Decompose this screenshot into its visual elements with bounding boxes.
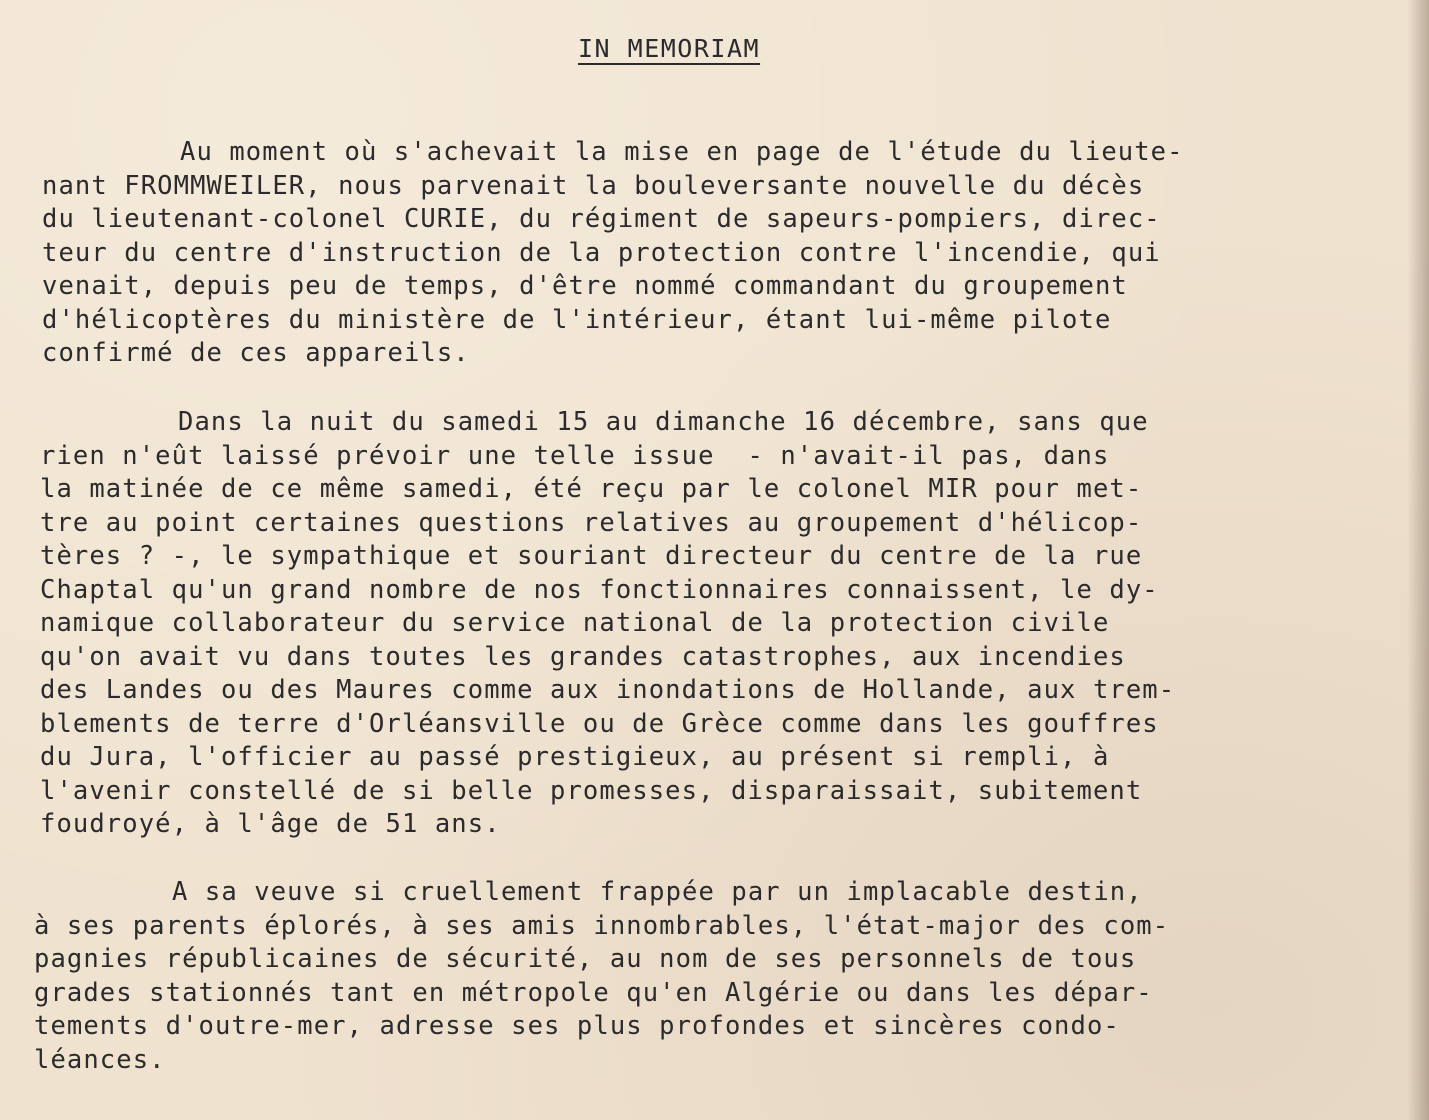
paragraph-line: tères ? -, le sympathique et souriant directeur du centre de la rue bbox=[40, 541, 1143, 571]
paragraph-line: qu'on avait vu dans toutes les grandes catastrophes, aux incendies bbox=[40, 641, 1126, 672]
paragraph-1 bbox=[42, 136, 1392, 371]
paragraph-line: confirmé de ces appareils. bbox=[42, 338, 470, 368]
paragraph-line: teur du centre d'instruction de la protection contre l'incendie, qui bbox=[42, 237, 1161, 268]
page-edge-shadow bbox=[1407, 0, 1429, 1120]
paragraph-line: d'hélicoptères du ministère de l'intérieur, étant lui-même pilote bbox=[42, 304, 1112, 335]
paragraph-line: à ses parents éplorés, à ses amis innombrables, l'état-major des com- bbox=[34, 910, 1170, 941]
paragraph-line: grades stationnés tant en métropole qu'en Algérie ou dans les dépar- bbox=[34, 977, 1153, 1008]
paragraph-line: pagnies républicaines de sécurité, au nom de ses personnels de tous bbox=[34, 944, 1137, 974]
paragraph-line: nant FROMMWEILER, nous parvenait la bouleversante nouvelle du décès bbox=[42, 170, 1145, 201]
paragraph-line: blements de terre d'Orléansville ou de Grèce comme dans les gouffres bbox=[40, 708, 1159, 739]
paragraph-line: Au moment où s'achevait la mise en page de l'étude du lieute- bbox=[180, 137, 1184, 167]
paragraph-line: du lieutenant-colonel CURIE, du régiment de sapeurs-pompiers, direc- bbox=[42, 204, 1161, 234]
page-title: IN MEMORIAM bbox=[578, 34, 761, 63]
paragraph-line: des Landes ou des Maures comme aux inondations de Hollande, aux trem- bbox=[40, 675, 1176, 705]
paragraph-line: A sa veuve si cruellement frappée par un implacable destin, bbox=[172, 877, 1143, 907]
paragraph-line: léances. bbox=[34, 1044, 166, 1075]
paragraph-line: Chaptal qu'un grand nombre de nos fonctionnaires connaissent, le dy- bbox=[40, 574, 1159, 605]
paragraph-line: la matinée de ce même samedi, été reçu par le colonel MIR pour met- bbox=[40, 474, 1143, 504]
paragraph-2 bbox=[40, 406, 1390, 842]
paragraph-line: l'avenir constellé de si belle promesses, disparaissait, subitement bbox=[40, 775, 1143, 806]
paragraph-line: Dans la nuit du samedi 15 au dimanche 16 décembre, sans que bbox=[178, 407, 1149, 437]
paragraph-line: foudroyé, à l'âge de 51 ans. bbox=[40, 809, 501, 839]
paragraph-line: venait, depuis peu de temps, d'être nommé commandant du groupement bbox=[42, 271, 1128, 301]
paragraph-line: du Jura, l'officier au passé prestigieux, au présent si rempli, à bbox=[40, 742, 1110, 772]
paragraph-3 bbox=[34, 876, 1384, 1077]
paragraph-line: namique collaborateur du service national de la protection civile bbox=[40, 608, 1110, 638]
paragraph-line: rien n'eût laissé prévoir une telle issue - n'avait-il pas, dans bbox=[40, 440, 1110, 471]
paragraph-line: tre au point certaines questions relatives au groupement d'hélicop- bbox=[40, 507, 1143, 538]
paragraph-line: tements d'outre-mer, adresse ses plus profondes et sincères condo- bbox=[34, 1011, 1120, 1041]
